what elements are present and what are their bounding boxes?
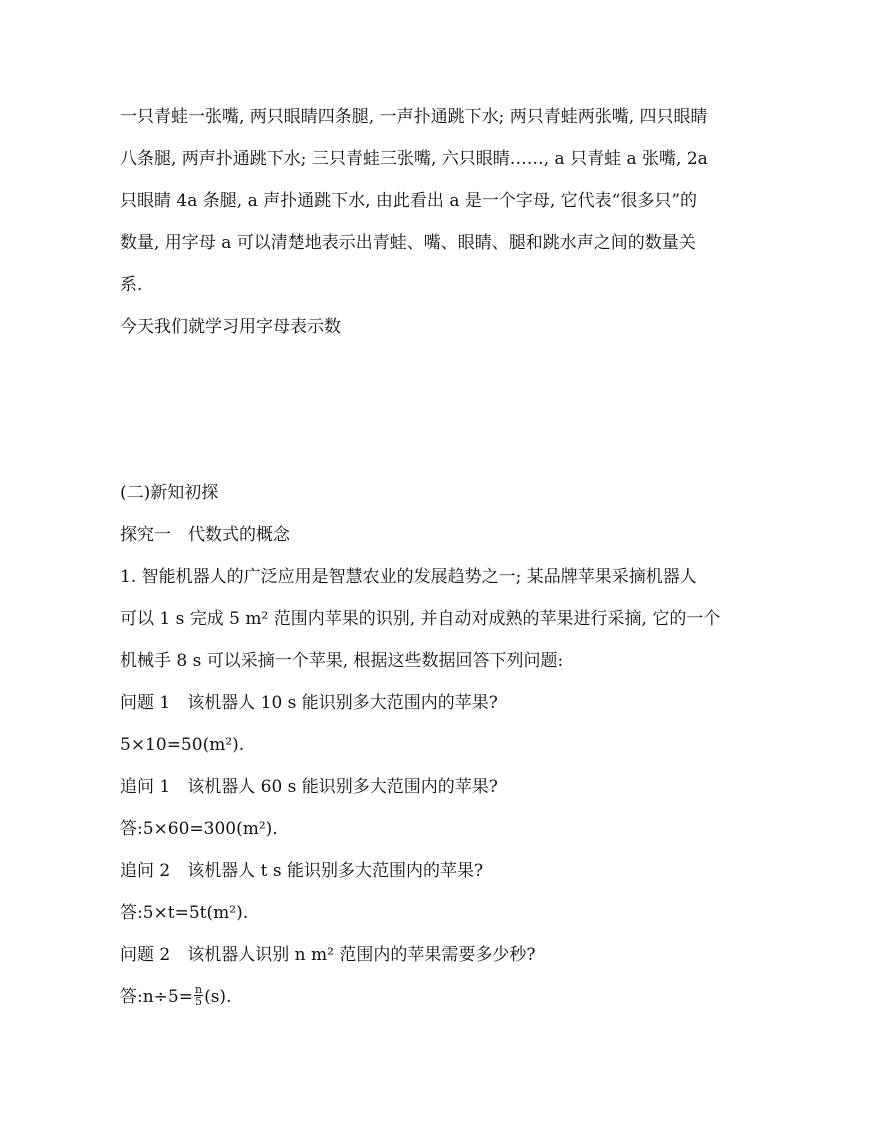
follow-up-2-answer: 答:5×t=5t(m²). bbox=[120, 903, 249, 923]
intro-line-2: 八条腿, 两声扑通跳下水; 三只青蛙三张嘴, 六只眼睛……, a 只青蛙 a 张嘴, 2a bbox=[120, 149, 708, 169]
intro-line-3: 只眼睛 4a 条腿, a 声扑通跳下水, 由此看出 a 是一个字母, 它代表“很多只”的 bbox=[120, 191, 698, 211]
problem-line-1: 1. 智能机器人的广泛应用是智慧农业的发展趋势之一; 某品牌苹果采摘机器人 bbox=[120, 567, 697, 587]
intro-line-1: 一只青蛙一张嘴, 两只眼睛四条腿, 一声扑通跳下水; 两只青蛙两张嘴, 四只眼睛 bbox=[120, 107, 708, 127]
problem-line-2: 可以 1 s 完成 5 m² 范围内苹果的识别, 并自动对成熟的苹果进行采摘, 它的一个 bbox=[120, 609, 721, 629]
follow-up-1-answer: 答:5×60=300(m²). bbox=[120, 819, 278, 839]
answer-1: 5×10=50(m²). bbox=[120, 735, 245, 755]
intro-line-4: 数量, 用字母 a 可以清楚地表示出青蛙、嘴、眼睛、腿和跳水声之间的数量关 bbox=[120, 233, 696, 253]
section-heading: (二)新知初探 bbox=[120, 483, 219, 503]
fraction-numerator: n bbox=[194, 983, 203, 996]
follow-up-2: 追问 2 该机器人 t s 能识别多大范围内的苹果? bbox=[120, 861, 484, 881]
follow-up-1: 追问 1 该机器人 60 s 能识别多大范围内的苹果? bbox=[120, 777, 498, 797]
intro-closing-line: 今天我们就学习用字母表示数 bbox=[120, 317, 341, 337]
answer-2-prefix: 答:n÷5= bbox=[120, 987, 193, 1007]
question-2: 问题 2 该机器人识别 n m² 范围内的苹果需要多少秒? bbox=[120, 945, 536, 965]
problem-line-3: 机械手 8 s 可以采摘一个苹果, 根据这些数据回答下列问题: bbox=[120, 651, 564, 671]
answer-2-suffix: (s). bbox=[204, 987, 232, 1007]
question-1: 问题 1 该机器人 10 s 能识别多大范围内的苹果? bbox=[120, 693, 498, 713]
exploration-title: 探究一 代数式的概念 bbox=[120, 525, 290, 545]
answer-2 bbox=[120, 983, 780, 1009]
fraction-n-over-5 bbox=[194, 984, 203, 1007]
fraction-denominator: 5 bbox=[195, 995, 203, 1008]
intro-line-5: 系. bbox=[120, 275, 143, 295]
